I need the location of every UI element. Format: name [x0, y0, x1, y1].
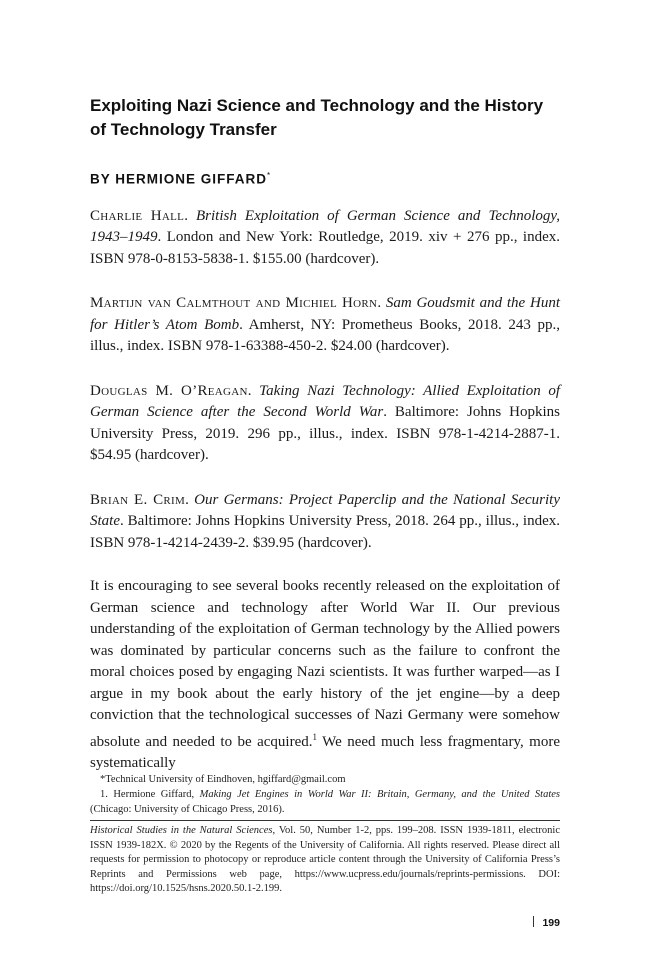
review-author: Douglas M. O’Reagan [90, 382, 248, 399]
footnote-book-title: Making Jet Engines in World War II: Britain, Germany, and the United States [199, 789, 561, 800]
review-details: London and New York: Routledge, 2019. xiv + 276 pp., index. ISBN 978-0-8153-5838-1. $155.00 (hardcover). [90, 229, 561, 267]
review-details: Amherst, NY: Prometheus Books, 2018. 243 pp., illus., index. ISBN 978-1-63388-450-2. $24.00 (hardcover). [90, 316, 560, 354]
footnote-ref: 1 [312, 731, 317, 742]
review-details: Baltimore: Johns Hopkins University Press, 2019. 296 pp., illus., index. ISBN 978-1-4214-2887-1. $54.95 (hardcover). [90, 404, 560, 463]
review-author: Charlie Hall [90, 207, 185, 224]
article-page [90, 94, 560, 775]
review-entry: Brian E. Crim. Our Germans: Project Paperclip and the National Security State. Baltimore: Johns Hopkins University Press, 2018. 264 pp., illus., index. ISBN 978-1-4214-2439-2. $39.95 (hardcover). [90, 491, 561, 551]
citation-text: , Vol. 50, Number 1-2, pps. 199–208. ISSN 1939-1811, electronic ISSN 1939-182X. © 2020 by the Regents of the University of California. All rights reserved. Please direct all requests for permission to photocopy or reproduce article content through the University of California Press’s Reprints and Permissions web page, https://www.ucpress.edu/journals/reprints-permissions. DOI: https://doi.org/10.1525/hsns.2020.50.1-2.199. [90, 825, 561, 894]
footnotes [90, 772, 560, 897]
page-number-divider [533, 916, 534, 927]
review-entry: Martijn van Calmthout and Michiel Horn. Sam Goudsmit and the Hunt for Hitler’s Atom Bomb. Amherst, NY: Prometheus Books, 2018. 243 pp., illus., index. ISBN 978-1-63388-450-2. $24.00 (hardcover). [90, 295, 561, 354]
byline [90, 171, 560, 187]
review-book-title: Sam Goudsmit and the Hunt for Hitler’s Atom Bomb [90, 295, 561, 333]
journal-citation [90, 824, 560, 897]
journal-name: Historical Studies in the Natural Sciences [90, 825, 273, 836]
author-name: BY HERMIONE GIFFARD [90, 171, 268, 187]
review-book-title: Taking Nazi Technology: Allied Exploitation of German Science after the Second World War [90, 382, 561, 420]
review-author: Martijn van Calmthout and Michiel Horn [90, 295, 378, 311]
review-author: Brian E. Crim [90, 491, 186, 508]
footnote-prefix: 1. Hermione Giffard, [100, 789, 195, 800]
body-text: It is encouraging to see several books recently released on the exploitation of German science and technology after World War II. Our previous understanding of the exploitation of German technology by the Allied powers was dominated by particular concerns such as the failure to confront the moral choices posed by engaging Nazi scientists. It was further warped—as I argue in my book about the early history of the jet engine—by a deep conviction that the technological successes of Nazi Germany were somehow absolute and needed to be acquired. [90, 578, 560, 750]
review-book-title: British Exploitation of German Science and Technology, 1943–1949 [90, 207, 560, 245]
affiliation-footnote: *Technical University of Eindhoven, hgiffard@gmail.com [100, 774, 346, 785]
review-book-title: Our Germans: Project Paperclip and the National Security State [90, 491, 560, 529]
article-title: Exploiting Nazi Science and Technology and the History of Technology Transfer [90, 96, 544, 139]
footnote-suffix: (Chicago: University of Chicago Press, 2016). [90, 804, 285, 815]
divider [90, 820, 560, 821]
page-number [533, 916, 560, 929]
review-entry: Douglas M. O’Reagan. Taking Nazi Technology: Allied Exploitation of German Science after the Second World War. Baltimore: Johns Hopkins University Press, 2019. 296 pp., illus., index. ISBN 978-1-4214-2887-1. $54.95 (hardcover). [90, 382, 561, 463]
page-number-value: 199 [542, 917, 560, 929]
review-entry: Charlie Hall. British Exploitation of German Science and Technology, 1943–1949. London and New York: Routledge, 2019. xiv + 276 pp., index. ISBN 978-0-8153-5838-1. $155.00 (hardcover). [90, 207, 561, 267]
review-details: Baltimore: Johns Hopkins University Press, 2018. 264 pp., illus., index. ISBN 978-1-4214-2439-2. $39.95 (hardcover). [90, 513, 561, 551]
body-paragraph [90, 576, 560, 775]
body-continuation: We need much less fragmentary, more systematically [90, 733, 560, 771]
affiliation-mark: * [267, 171, 271, 180]
footnote-1 [90, 787, 560, 817]
